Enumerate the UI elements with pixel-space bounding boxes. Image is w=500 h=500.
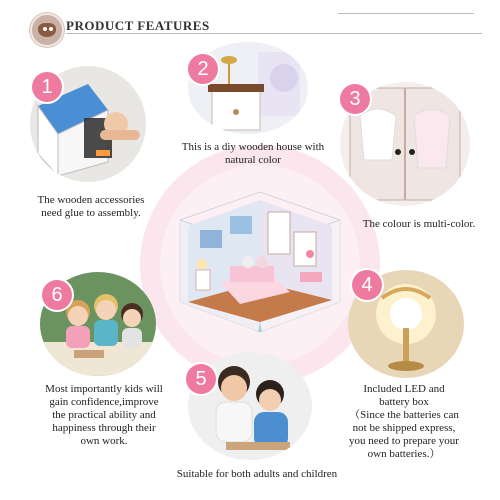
feature-3-caption: The colour is multi-color. <box>362 218 476 230</box>
feature-4-number-badge: 4 <box>352 270 382 300</box>
feature-5-number-badge: 5 <box>186 364 216 394</box>
feature-6-number-badge: 6 <box>42 280 72 310</box>
feature-1-number-badge: 1 <box>32 72 62 102</box>
feature-3-number-badge: 3 <box>340 84 370 114</box>
feature-2-number-badge: 2 <box>188 54 218 84</box>
header-divider <box>66 33 482 34</box>
header-top-divider <box>338 13 474 14</box>
feature-4-caption: Included LED and battery box （Since the batteries can not be shipped express, you need to prepare your own batteries.） <box>349 383 459 460</box>
feature-2-caption: This is a diy wooden house with natural color <box>181 141 325 166</box>
section-title: PRODUCT FEATURES <box>66 18 210 33</box>
feature-1-caption: The wooden accessories need glue to assembly. <box>37 194 145 219</box>
dollhouse-image <box>160 182 360 342</box>
brand-logo-icon <box>30 13 64 47</box>
feature-5-caption: Suitable for both adults and children <box>176 468 338 480</box>
feature-6-caption: Most importantly kids will gain confidence,improve the practical ability and happiness through their own work. <box>45 383 163 447</box>
